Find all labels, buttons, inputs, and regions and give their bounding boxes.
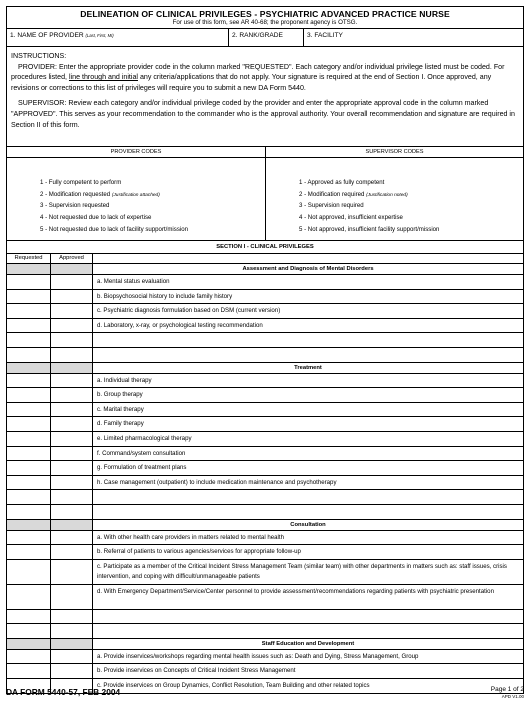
privilege-row (7, 332, 523, 347)
apd-version: APD V1.00 (501, 694, 524, 699)
codes-body (7, 157, 523, 240)
provider-code-2: 2 - Modification requested (Justification attached) (40, 190, 160, 198)
requested-column-header: Requested (7, 254, 51, 263)
privilege-label: c. Psychiatric diagnosis formulation based on DSM (current version) (97, 307, 281, 315)
privilege-label: h. Case management (outpatient) to include medication maintenance and psychotherapy (97, 478, 337, 486)
column-headers (7, 253, 523, 263)
category-title: Treatment (294, 364, 322, 371)
privilege-label: a. Mental status evaluation (97, 278, 170, 285)
approved-code-cell[interactable] (51, 403, 93, 417)
privilege-label: b. Provide inservices on Concepts of Critical Incident Stress Management (97, 667, 296, 675)
approved-code-cell[interactable] (51, 610, 93, 624)
approved-code-cell[interactable] (51, 290, 93, 304)
requested-code-cell[interactable] (7, 476, 51, 490)
privilege-label (93, 348, 523, 362)
privilege-label (93, 624, 523, 638)
requested-code-cell[interactable] (7, 585, 51, 609)
category-title: Assessment and Diagnosis of Mental Disorders (242, 266, 374, 272)
privilege-label: d. With Emergency Department/Service/Center personnel to provide assessment/recommendations regarding patients with psychiatric presentation (97, 587, 494, 595)
requested-code-cell[interactable] (7, 403, 51, 417)
supervisor-code-5: 5 - Not approved, insufficient facility support/mission (299, 225, 440, 233)
privilege-row (7, 649, 523, 664)
provider-code-1: 1 - Fully competent to perform (40, 179, 122, 186)
privilege-label: a. Provide inservices/workshops regarding mental health issues such as: Death and Dying, Stress Management, Group (97, 652, 419, 660)
requested-code-cell[interactable] (7, 447, 51, 461)
privilege-row (7, 387, 523, 402)
provider-instructions: PROVIDER: Enter the appropriate provider code in the column marked "REQUESTED". Each category and/or individual privilege listed must be coded. For procedures listed, line through and initial any criteria/applications that do not apply. Your signature is required at the end of Section I. Once approved, any revisions or corrections to this list of privileges will require you to submit a new DA Form 5440. (11, 62, 505, 92)
requested-code-cell[interactable] (7, 304, 51, 318)
privilege-label (93, 505, 523, 519)
approved-code-cell[interactable] (51, 304, 93, 318)
requested-code-cell[interactable] (7, 374, 51, 388)
privilege-row (7, 460, 523, 475)
page-number: Page 1 of 2 (490, 686, 524, 693)
approved-code-cell[interactable] (51, 664, 93, 678)
requested-code-cell[interactable] (7, 319, 51, 333)
requested-code-cell[interactable] (7, 432, 51, 446)
page-info (491, 686, 524, 700)
privilege-row (7, 489, 523, 504)
privilege-row (7, 416, 523, 431)
privilege-row (7, 609, 523, 624)
supervisor-codes-title: SUPERVISOR CODES (365, 149, 424, 155)
approved-code-cell[interactable] (51, 447, 93, 461)
requested-code-cell[interactable] (7, 505, 51, 519)
privilege-row (7, 274, 523, 289)
requested-code-cell[interactable] (7, 275, 51, 289)
privilege-label (93, 490, 523, 504)
approved-code-cell[interactable] (51, 348, 93, 362)
privilege-label (93, 333, 523, 347)
requested-code-cell[interactable] (7, 545, 51, 559)
requested-code-cell[interactable] (7, 610, 51, 624)
form-number: DA FORM 5440-57, FEB 2004 (6, 687, 121, 697)
supervisor-instructions: SUPERVISOR: Review each category and/or individual privilege coded by the provider and enter the appropriate approval code in the column marked "APPROVED". This serves as your recommendation to the commander who is the approval authority. Your overall recommendation and signature are required in Section II of this form. (11, 99, 515, 129)
requested-code-cell[interactable] (7, 417, 51, 431)
approved-code-cell[interactable] (51, 650, 93, 664)
approved-code-cell[interactable] (51, 432, 93, 446)
requested-code-cell[interactable] (7, 490, 51, 504)
privilege-row (7, 318, 523, 333)
privilege-label: e. Limited pharmacological therapy (97, 434, 192, 442)
approved-code-cell[interactable] (51, 388, 93, 402)
approved-column-header: Approved (51, 254, 93, 263)
approved-code-cell[interactable] (51, 417, 93, 431)
category-title: Staff Education and Development (261, 640, 355, 647)
form-title: DELINEATION OF CLINICAL PRIVILEGES - PSYCHIATRIC ADVANCED PRACTICE NURSE (80, 9, 450, 19)
privilege-row (7, 584, 523, 609)
privilege-label: b. Referral of patients to various agencies/services for appropriate follow-up (97, 548, 301, 556)
category-title: Consultation (290, 521, 326, 528)
privilege-row (7, 504, 523, 519)
privilege-row (7, 431, 523, 446)
privilege-row (7, 663, 523, 678)
supervisor-code-1: 1 - Approved as fully competent (299, 179, 385, 186)
rank-grade-field[interactable]: 2. RANK/GRADE (229, 29, 304, 46)
privilege-row (7, 559, 523, 584)
approved-code-cell[interactable] (51, 461, 93, 475)
approved-code-cell[interactable] (51, 490, 93, 504)
privilege-label: b. Biopsychosocial history to include family history (97, 292, 233, 300)
provider-codes-title: PROVIDER CODES (7, 147, 266, 157)
requested-code-cell[interactable] (7, 348, 51, 362)
approved-code-cell[interactable] (51, 624, 93, 638)
approved-code-cell[interactable] (51, 560, 93, 584)
privilege-label: g. Formulation of treatment plans (97, 464, 187, 472)
requested-code-cell[interactable] (7, 388, 51, 402)
privilege-row (7, 289, 523, 304)
privilege-label (93, 610, 523, 624)
privilege-label: c. Provide inservices on Group Dynamics, Conflict Resolution, Team Building and other related topics (97, 682, 370, 690)
privilege-row (7, 373, 523, 388)
privilege-label: a. Individual therapy (97, 376, 152, 384)
requested-code-cell[interactable] (7, 560, 51, 584)
provider-name-field[interactable]: 1. NAME OF PROVIDER (Last, First, MI) (7, 29, 229, 46)
privilege-label: c. Participate as a member of the Critical Incident Stress Management Team (similar team) with other departments in matters such as: staff issues, crisis intervention, and coping with difficult/unmanageable patients (97, 562, 507, 580)
category-header (7, 263, 523, 274)
provider-code-5: 5 - Not requested due to lack of facility support/mission (40, 225, 189, 233)
privilege-label: d. Laboratory, x-ray, or psychological testing recommendation (97, 321, 263, 329)
supervisor-codes-list (266, 158, 523, 240)
provider-code-4: 4 - Not requested due to lack of expertise (40, 214, 152, 222)
category-header (7, 362, 523, 373)
category-header (7, 638, 523, 649)
privilege-label: f. Command/system consultation (97, 449, 186, 457)
privilege-label: d. Family therapy (97, 420, 144, 428)
instructions-heading: INSTRUCTIONS: (11, 52, 67, 60)
privileges-table (7, 263, 523, 693)
name-hint: (Last, First, MI) (85, 33, 114, 38)
privilege-row (7, 402, 523, 417)
approved-code-cell[interactable] (51, 333, 93, 347)
privilege-label: a. With other health care providers in matters related to mental health (97, 533, 284, 541)
approved-code-cell[interactable] (51, 319, 93, 333)
privilege-row (7, 475, 523, 490)
requested-code-cell[interactable] (7, 290, 51, 304)
privilege-row (7, 303, 523, 318)
requested-code-cell[interactable] (7, 461, 51, 475)
privilege-label: c. Marital therapy (97, 405, 144, 413)
approved-code-cell[interactable] (51, 275, 93, 289)
instructions (7, 46, 523, 146)
provider-codes-list (7, 158, 266, 240)
privilege-row (7, 530, 523, 545)
approved-code-cell[interactable] (51, 585, 93, 609)
approved-code-cell[interactable] (51, 545, 93, 559)
requested-code-cell[interactable] (7, 531, 51, 545)
requested-code-cell[interactable] (7, 664, 51, 678)
supervisor-code-4: 4 - Not approved, insufficient expertise (299, 214, 403, 222)
approved-code-cell[interactable] (51, 374, 93, 388)
privilege-row (7, 544, 523, 559)
requested-code-cell[interactable] (7, 624, 51, 638)
supervisor-code-2: 2 - Modification required (Justification noted) (299, 190, 408, 198)
approved-code-cell[interactable] (51, 476, 93, 490)
form-subtitle: For use of this form, see AR 40-68; the proponent agency is OTSG. (172, 19, 358, 26)
supervisor-code-3: 3 - Supervision required (299, 202, 364, 210)
privilege-row (7, 347, 523, 362)
privileges-form (6, 6, 524, 694)
section-title: SECTION I - CLINICAL PRIVILEGES (7, 240, 523, 253)
facility-field[interactable]: 3. FACILITY (307, 32, 343, 39)
privilege-row (7, 623, 523, 638)
codes-header (7, 146, 523, 157)
requested-code-cell[interactable] (7, 333, 51, 347)
privilege-row (7, 446, 523, 461)
requested-code-cell[interactable] (7, 650, 51, 664)
provider-code-3: 3 - Supervision requested (40, 202, 110, 210)
privilege-label: b. Group therapy (97, 391, 143, 399)
category-header (7, 519, 523, 530)
identification-row (7, 28, 523, 46)
approved-code-cell[interactable] (51, 531, 93, 545)
approved-code-cell[interactable] (51, 505, 93, 519)
